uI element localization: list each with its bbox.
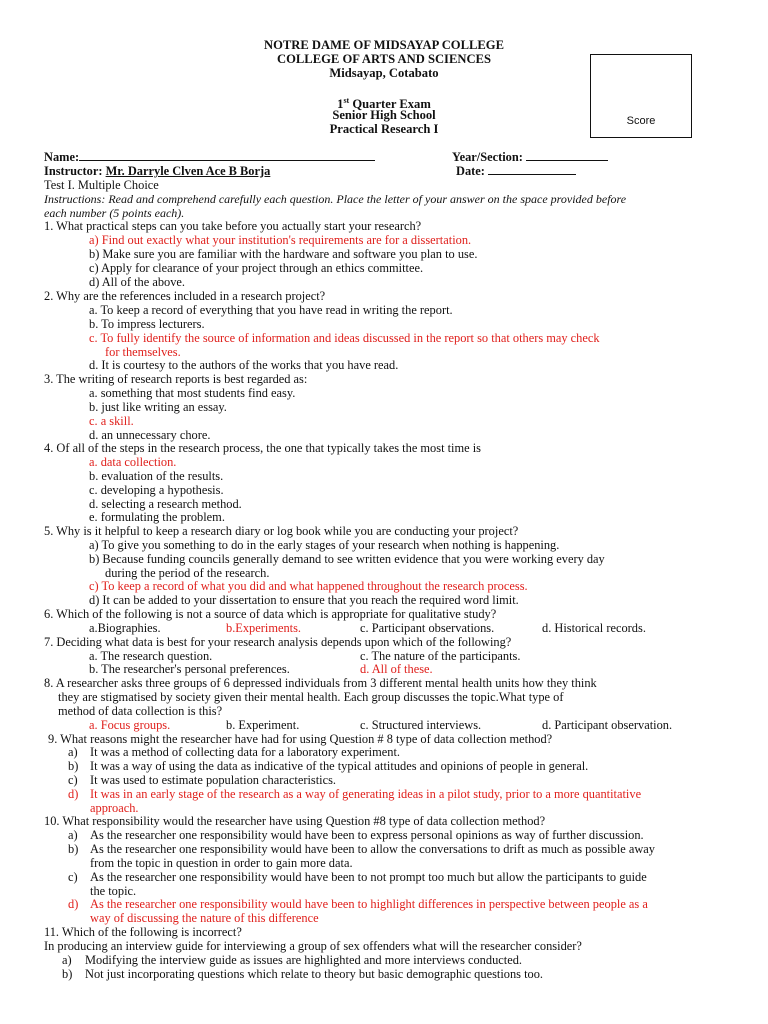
question-11: 11. Which of the following is incorrect? — [44, 925, 242, 939]
date-field[interactable] — [456, 164, 576, 178]
question-1: 1. What practical steps can you take before you actually start your research? — [44, 219, 422, 233]
q2-choice-d[interactable]: d. It is courtesy to the authors of the works that you have read. — [89, 358, 399, 372]
q8-choice-a[interactable]: a. Focus groups. — [89, 718, 171, 732]
question-2: 2. Why are the references included in a research project? — [44, 289, 326, 303]
q1-choice-b[interactable]: b) Make sure you are familiar with the hardware and software you plan to use. — [89, 247, 478, 261]
name-label: Name: — [44, 150, 80, 164]
q10-choice-c-cont[interactable]: the topic. — [90, 884, 137, 898]
q4-choice-e[interactable]: e. formulating the problem. — [89, 510, 225, 524]
q2-choice-a[interactable]: a. To keep a record of everything that you have read in writing the report. — [89, 303, 453, 317]
q4-choice-d[interactable]: d. selecting a research method. — [89, 497, 242, 511]
q1-choice-a[interactable]: a) Find out exactly what your institution's requirements are for a dissertation. — [89, 233, 472, 247]
q4-choice-a[interactable]: a. data collection. — [89, 455, 177, 469]
question-4: 4. Of all of the steps in the research process, the one that typically takes the most time is — [44, 441, 481, 455]
q3-choice-d[interactable]: d. an unnecessary chore. — [89, 428, 211, 442]
q7-choice-a[interactable]: a. The research question. — [89, 649, 213, 663]
question-9: 9. What reasons might the researcher have had for using Question # 8 type of data collection method? — [48, 732, 553, 746]
instructor-name: Mr. Darryle Clven Ace B Borja — [105, 164, 271, 178]
question-10: 10. What responsibility would the researcher have using Question #8 type of data collection method? — [44, 814, 546, 828]
college-name: NOTRE DAME OF MIDSAYAP COLLEGE — [263, 38, 505, 52]
q2-choice-c[interactable]: c. To fully identify the source of information and ideas discussed in the report so that others may check — [89, 331, 600, 345]
name-field[interactable] — [44, 150, 375, 164]
q7-choice-b[interactable]: b. The researcher's personal preferences. — [89, 662, 290, 676]
location: Midsayap, Cotabato — [329, 66, 439, 80]
question-11-stem: In producing an interview guide for interviewing a group of sex offenders what will the researcher consider? — [44, 939, 582, 953]
exam-subject: Practical Research I — [329, 122, 439, 136]
q6-choice-a[interactable]: a.Biographies. — [89, 621, 161, 635]
question-8: 8. A researcher asks three groups of 6 depressed individuals from 3 different mental health units how they think — [44, 676, 597, 690]
q2-choice-c-cont[interactable]: for themselves. — [105, 345, 181, 359]
exam-level: Senior High School — [332, 108, 436, 122]
instructions-line-2: each number (5 points each). — [44, 206, 185, 220]
instructions-line-1: Instructions: Read and comprehend carefully each question. Place the letter of your answer on the space provided before — [44, 192, 627, 206]
q3-choice-b[interactable]: b. just like writing an essay. — [89, 400, 227, 414]
q5-choice-a[interactable]: a) To give you something to do in the early stages of your research when nothing is happening. — [89, 538, 560, 552]
q2-choice-b[interactable]: b. To impress lecturers. — [89, 317, 205, 331]
question-8-cont-2: method of data collection is this? — [58, 704, 223, 718]
question-7: 7. Deciding what data is best for your research analysis depends upon which of the following? — [44, 635, 512, 649]
q10-choice-b-cont[interactable]: from the topic in question in order to gain more data. — [90, 856, 353, 870]
q4-choice-b[interactable]: b. evaluation of the results. — [89, 469, 224, 483]
exam-title: 1st Quarter Exam — [337, 96, 431, 112]
q5-choice-b[interactable]: b) Because funding councils generally demand to see written evidence that you were working every day — [89, 552, 605, 566]
question-8-cont-1: they are stigmatised by society given their mental health. Each group discusses the topic.What type of — [58, 690, 564, 704]
q1-choice-d[interactable]: d) All of the above. — [89, 275, 186, 289]
q5-choice-d[interactable]: d) It can be added to your dissertation to ensure that you reach the required word limit. — [89, 593, 519, 607]
q6-choice-b[interactable]: b.Experiments. — [226, 621, 302, 635]
year-section-field[interactable] — [452, 150, 608, 164]
question-6: 6. Which of the following is not a source of data which is appropriate for qualitative study? — [44, 607, 497, 621]
question-5: 5. Why is it helpful to keep a research diary or log book while you are conducting your project? — [44, 524, 519, 538]
score-box — [590, 54, 692, 138]
q3-choice-c[interactable]: c. a skill. — [89, 414, 134, 428]
instructor-label: Instructor: — [44, 164, 106, 178]
q7-choice-c[interactable]: c. The nature of the participants. — [360, 649, 521, 663]
q4-choice-c[interactable]: c. developing a hypothesis. — [89, 483, 224, 497]
test-title: Test I. Multiple Choice — [44, 178, 159, 192]
question-3: 3. The writing of research reports is best regarded as: — [44, 372, 308, 386]
q10-choice-d-cont[interactable]: way of discussing the nature of this difference — [90, 911, 319, 925]
q3-choice-a[interactable]: a. something that most students find easy. — [89, 386, 296, 400]
q8-choice-b[interactable]: b. Experiment. — [226, 718, 300, 732]
q8-choice-d[interactable]: d. Participant observation. — [542, 718, 673, 732]
q6-choice-c[interactable]: c. Participant observations. — [360, 621, 495, 635]
date-label: Date: — [456, 164, 488, 178]
instructor-line — [44, 164, 270, 178]
q1-choice-c[interactable]: c) Apply for clearance of your project through an ethics committee. — [89, 261, 424, 275]
q9-choice-d-cont[interactable]: approach. — [90, 801, 139, 815]
year-section-label: Year/Section: — [452, 150, 526, 164]
q7-choice-d[interactable]: d. All of these. — [360, 662, 433, 676]
q6-choice-d[interactable]: d. Historical records. — [542, 621, 646, 635]
score-label: Score — [626, 115, 656, 127]
q5-choice-c[interactable]: c) To keep a record of what you did and what happened throughout the research process. — [89, 579, 528, 593]
department-name: COLLEGE OF ARTS AND SCIENCES — [277, 52, 491, 66]
q8-choice-c[interactable]: c. Structured interviews. — [360, 718, 482, 732]
q5-choice-b-cont[interactable]: during the period of the research. — [105, 566, 270, 580]
